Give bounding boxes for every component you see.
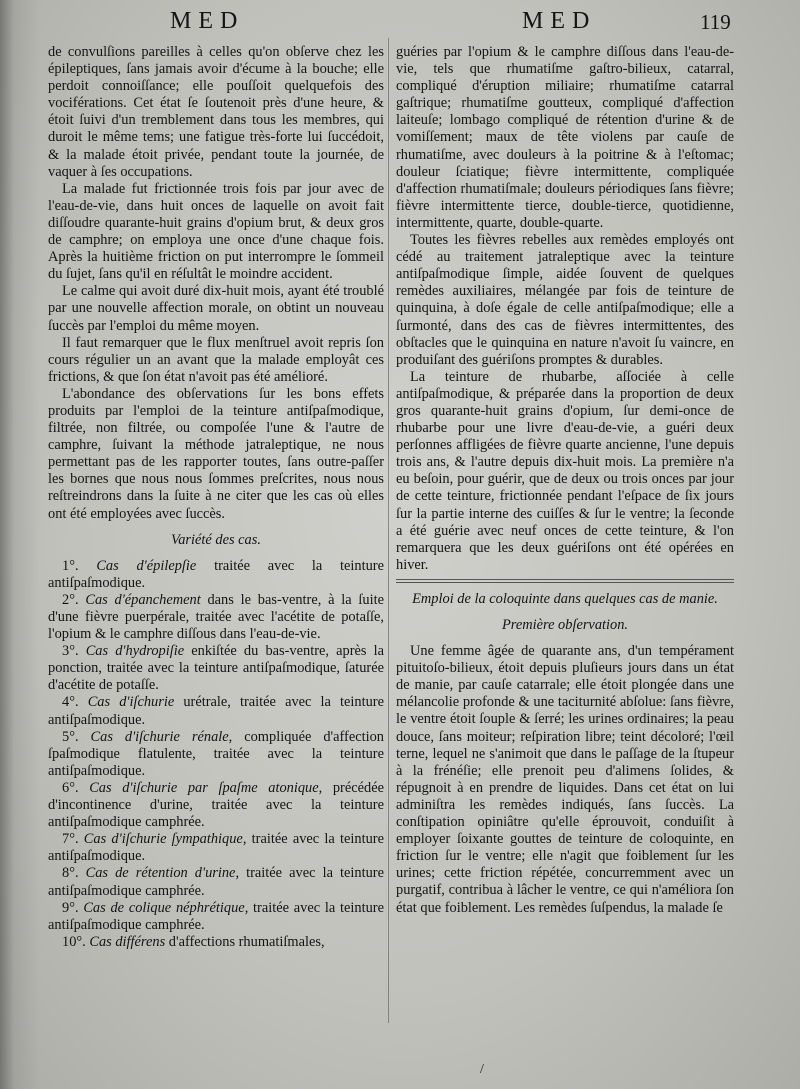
list-item (48, 831, 384, 865)
case-number: 7°. (62, 831, 79, 848)
case-title: Cas différens (89, 933, 166, 950)
left-column (48, 44, 384, 951)
list-item (48, 643, 384, 694)
section-heading: Emploi de la coloquinte dans quelques cas de manie. (412, 590, 718, 607)
spacer (48, 549, 384, 558)
left-paragraph-1: de convulſions pareilles à celles qu'on obſerve chez les épileptiques, ſans jamais avoir d'écume à la bouche; elle perdoit connoiſſance; elle pouſſoit quelquefois des vociférations. Cet état ſe ſoutenoit près d'une heure, & étoit ſuivi d'un tremblement dans tous les membres, qui duroit le même tems; une fatigue très-forte lui ſuccédoit, & la malade étoit privée, pendant toute la journée, de vaquer à ſes occupations. (48, 44, 384, 180)
variete-heading: Variété des cas. (171, 531, 261, 548)
case-number: 1°. (62, 557, 79, 574)
right-paragraph-1: guéries par l'opium & le camphre diſſous dans l'eau-de-vie, tels que rhumatiſme gaſtro-bilieux, catarral, compliqué d'éruption miliaire; rhumatiſme catarral gaſtrique; rhumatiſme goutteux, compliqué d'affection laiteuſe; lombago compliqué de rétention d'urine & de vomiſſement; maux de tête violens par cauſe de rhumatiſme, avec douleurs à la poitrine & à l'eſtomac; douleur ſciatique; fièvre intermittente, compliquée d'affection rhumatiſmale; douleurs périodiques ſans fièvre; fièvre intermittente tierce, double-tierce, quotidienne, intermittente, quarte, double-quarte. (396, 44, 734, 231)
case-number: 5°. (62, 728, 79, 745)
list-item (48, 780, 384, 831)
right-paragraph-4: Une femme âgée de quarante ans, d'un tempérament pituitoſo-bilieux, étoit depuis pluſieurs jours dans un état de manie, par cauſe catarrale; elle étoit plongée dans une mélancolie profonde & une taciturnité abſolue: ſans fièvre, le ventre étoit ſouple & ſerré; les urines ordinaires; la peau douce, ſans moiteur; reſpiration libre; teint décoloré; l'œil terne, lequel ne s'animoit que dans le paſſage de la ſtupeur à la frénéſie; elle prenoit peu d'alimens ſolides, & répugnoit à en prendre de liquides. Dans cet état on lui adminiſtra les remèdes indiqués, ſans ſuccès. La conſtipation opiniâtre qu'elle éprouvoit, conduiſit à employer ſoixante gouttes de teinture de coloquinte, en friction ſur le ventre; elle n'agit que foiblement ſur les urines; cette friction répétée, concurremment avec un purgatif, contribua à lâcher le ventre, ce qui n'améliora ſon état que foiblement. Les remèdes ſuſpendus, la malade ſe (396, 643, 734, 916)
right-column (396, 44, 734, 917)
case-text: dans le bas-ventre, à la ſuite d'une fièvre puerpérale, traitée avec l'acétite de potaſſe, l'opium & le camphre diſſous dans l'eau-de-vie. (48, 591, 384, 643)
header-right-word: MED (522, 8, 597, 34)
list-item (48, 729, 384, 780)
left-paragraph-3: Le calme qui avoit duré dix-huit mois, ayant été troublé par une nouvelle affection morale, on obtint un nouveau ſuccès par l'emploi du même moyen. (48, 283, 384, 334)
section-rule (396, 579, 734, 583)
case-title: Cas d'iſchurie par ſpaſme atonique (89, 779, 319, 796)
list-item (48, 592, 384, 643)
case-number: 10°. (62, 933, 86, 950)
case-text: , traitée avec la teinture antiſpaſmodique. (48, 831, 384, 865)
case-text: d'affections rhumatiſmales, (165, 933, 325, 950)
stray-mark: / (480, 1062, 484, 1077)
case-number: 6°. (62, 779, 79, 796)
list-item (48, 694, 384, 728)
case-text: , traitée avec la teinture antiſpaſmodique camphrée. (48, 899, 384, 933)
spacer (48, 523, 384, 532)
case-number: 2°. (62, 591, 79, 608)
left-paragraph-4: Il faut remarquer que le flux menſtruel avoit repris ſon cours régulier un an avant que la malade employât ces frictions, & que ſon état n'avoit pas été amélioré. (48, 334, 384, 385)
case-title: Cas d'iſchurie rénale (90, 728, 229, 745)
left-paragraph-2: La malade fut frictionnée trois fois par jour avec de l'eau-de-vie, dans huit onces de laquelle on avoit fait diſſoudre quarante-huit grains d'opium brut, & deux gros de camphre; on employa une once d'une chaque fois. Après la huitième friction on put interrompre le ſommeil du ſujet, ſans qu'il en réſultât le moindre accident. (48, 180, 384, 283)
case-text: enkiſtée du bas-ventre, après la ponction, traitée avec la teinture antiſpaſmodique, ſaturée d'acétite de potaſſe. (48, 643, 384, 694)
case-title: Cas de rétention d'urine (85, 865, 236, 882)
right-paragraph-2: Toutes les fièvres rebelles aux remèdes employés ont cédé au traitement jatraleptique avec la teinture antiſpaſmodique ſimple, aidée ſouvent de quelques remèdes auxiliaires, mélangée par fois de teinture de quinquina, à doſe égale de celle antiſpaſmodique; elle a ſurmonté, dans des cas de fièvres intermittentes, des obſtacles que le quinquina en nature n'avoit ſu vaincre, en produiſant des guériſons promptes & durables. (396, 232, 734, 368)
left-paragraph-5: L'abondance des obſervations ſur les bons effets produits par l'emploi de la teinture antiſpaſmodique, filtrée, non filtrée, ou compoſée l'une & l'autre de camphre, ſuivant la méthode jatraleptique, ne nous permettant pas de les rapporter toutes, ſans outre-paſſer les bornes que nous nous ſommes preſcrites, nous nous reſtreindrons dans la ſuite à ne citer que les cas où elles ont été employées avec ſuccès. (48, 385, 384, 522)
list-item (48, 865, 384, 899)
case-text: , compliquée d'affection ſpaſmodique flatulente, traitée avec la teinture antiſpaſmodique. (48, 728, 384, 779)
list-item (48, 934, 384, 951)
case-title: Cas d'hydropiſie (85, 643, 185, 660)
case-title: Cas de colique néphrétique (83, 899, 245, 916)
cases-list (48, 558, 384, 951)
list-item (48, 900, 384, 934)
case-number: 3°. (62, 643, 79, 660)
page-number: 119 (700, 10, 731, 34)
case-title: Cas d'iſchurie ſympathique (83, 831, 243, 848)
running-header (0, 8, 800, 40)
list-item (48, 558, 384, 592)
case-text: traitée avec la teinture antiſpaſmodique. (48, 557, 384, 591)
case-number: 9°. (62, 899, 79, 916)
case-title: Cas d'épilepſie (96, 557, 197, 574)
header-left-word: MED (170, 8, 245, 34)
spacer (396, 608, 734, 617)
case-title: Cas d'iſchurie (87, 694, 175, 711)
column-divider (388, 38, 389, 1023)
spacer (396, 634, 734, 643)
right-paragraph-3: La teinture de rhubarbe, aſſociée à celle antiſpaſmodique, & préparée dans la proportion de deux gros quarante-huit grains d'opium, ſur demi-once de rhubarbe pour une livre d'eau-de-vie, a guéri deux perſonnes affligées de fièvre quarte ancienne, l'une depuis trois ans, & l'autre depuis dix-huit mois. La première n'a eu beſoin, pour guérir, que de deux ou trois onces par jour de cette teinture, frictionnée pendant l'eſpace de ſix jours ſur la partie interne des cuiſſes & ſur le ventre; la ſeconde a été guérie avec neuf onces de cette teinture, & l'on remarquera que les deux guériſons ont été opérées en hiver. (396, 368, 734, 573)
case-number: 8°. (62, 865, 79, 882)
case-text: , précédée d'incontinence d'urine, traitée avec la teinture antiſpaſmodique camphrée. (48, 779, 384, 831)
case-text: , traitée avec la teinture antiſpaſmodique camphrée. (48, 865, 384, 899)
case-text: urétrale, traitée avec la teinture antiſpaſmodique. (48, 694, 384, 728)
case-number: 4°. (62, 694, 79, 711)
case-title: Cas d'épanchement (85, 591, 201, 608)
observation-heading: Première obſervation. (501, 617, 629, 633)
